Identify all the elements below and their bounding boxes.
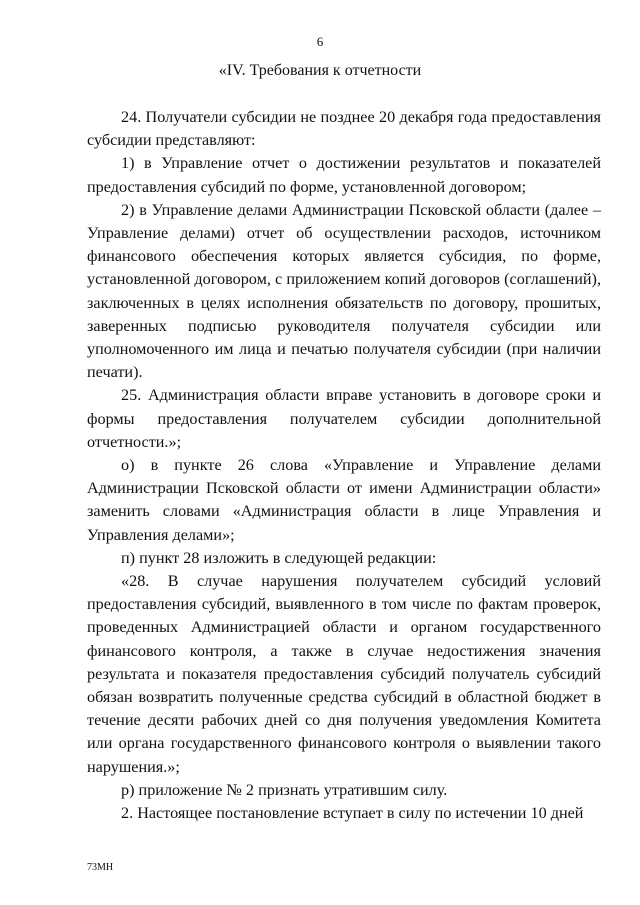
paragraph-24-item-1: 1) в Управление отчет о достижении результатов и показателей предоставления субсидий по форме, установленной договором; — [87, 154, 601, 196]
clause-2: 2. Настоящее постановление вступает в силу по истечении 10 дней — [121, 804, 584, 823]
amendment-r: р) приложение № 2 признать утратившим силу. — [121, 780, 448, 799]
document-body — [87, 106, 601, 825]
paragraph-24-item-2: 2) в Управление делами Администрации Псковской области (далее – Управление делами) отчет об осуществлении расходов, источником финансового обеспечения которых является субсидия, по форме, установленной договором, с приложением копий договоров (соглашений), заключенных в целях исполнения обязательств по договору, прошитых, заверенных подписью руководителя получателя субсидии или уполномоченного им лица и печатью получателя субсидии (при наличии печати). — [87, 200, 601, 382]
page-number: 6 — [316, 34, 324, 49]
section-title: «IV. Требования к отчетности — [218, 62, 422, 79]
footer-code: 73МН — [87, 862, 114, 873]
paragraph-25: 25. Администрация области вправе установить в договоре сроки и формы предоставления получателем субсидии дополнительной отчетности.»; — [87, 386, 601, 451]
amendment-o: о) в пункте 26 слова «Управление и Управление делами Администрации Псковской области от имени Администрации области» заменить словами «Администрация области в лице Управления и Управления делами»; — [87, 456, 601, 544]
paragraph-24: 24. Получатели субсидии не позднее 20 декабря года предоставления субсидии представляют: — [87, 108, 601, 150]
amendment-p: п) пункт 28 изложить в следующей редакции: — [121, 548, 437, 567]
paragraph-28: «28. В случае нарушения получателем субсидий условий предоставления субсидий, выявленного в том числе по фактам проверок, проведенных Администрацией области и органом государственного финансового контроля, а также в случае недостижения значения результата и показателя предоставления субсидий получатель субсидий обязан возвратить полученные средства субсидий в областной бюджет в течение десяти рабочих дней со дня получения уведомления Комитета или органа государственного финансового контроля о выявлении такого нарушения.»; — [87, 572, 601, 776]
